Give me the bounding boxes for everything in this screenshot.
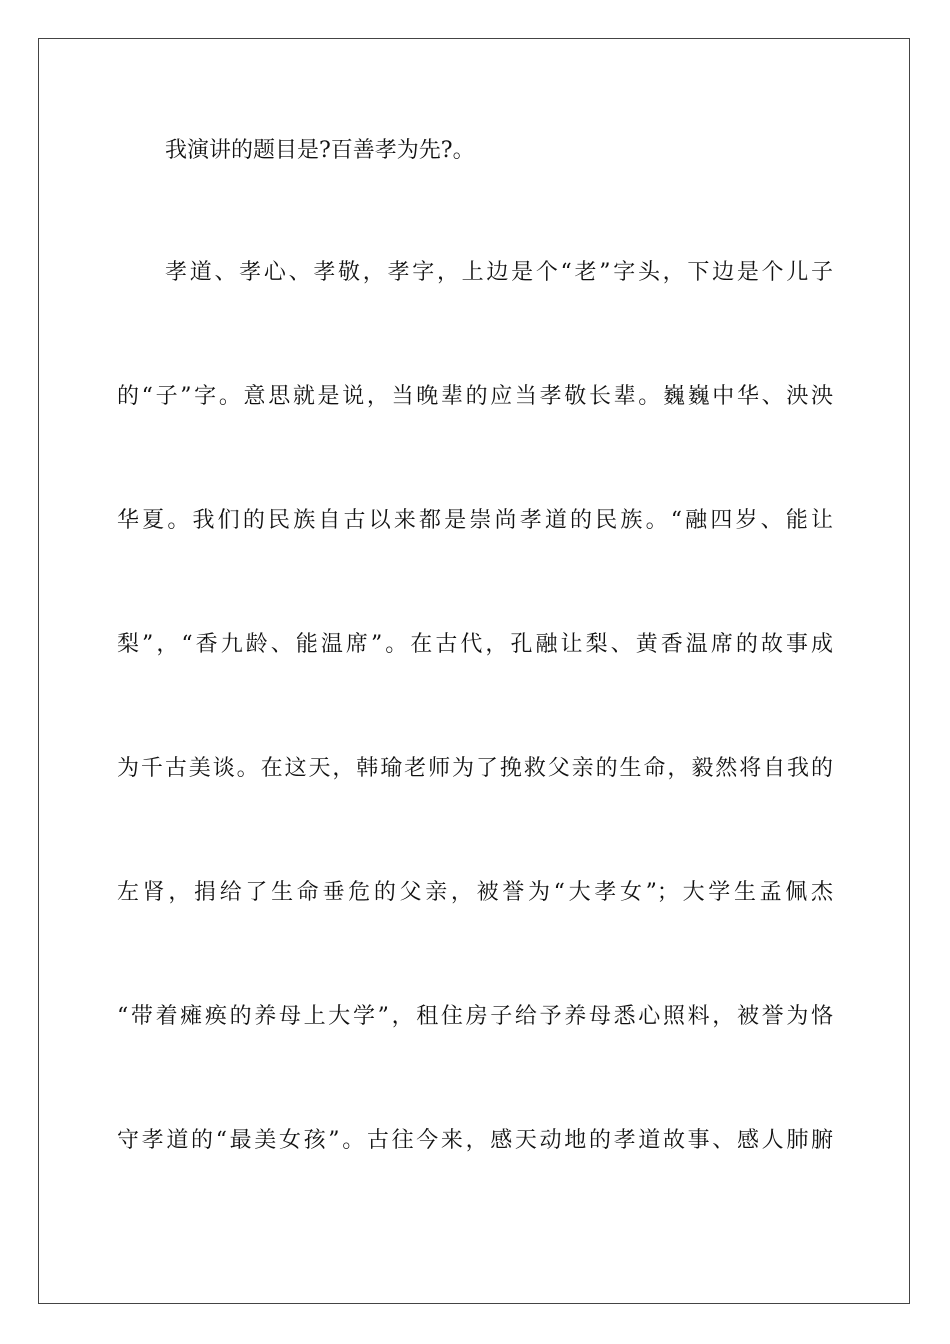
paragraph-line-6: 左肾，捐给了生命垂危的父亲，被誉为“大孝女”；大学生孟佩杰 (117, 880, 833, 905)
title-line: 我演讲的题目是?百善孝为先?。 (165, 138, 475, 163)
paragraph-line-7: “带着瘫痪的养母上大学”，租住房子给予养母悉心照料，被誉为恪 (117, 1004, 833, 1029)
paragraph-line-4: 梨”，“香九龄、能温席”。在古代，孔融让梨、黄香温席的故事成 (117, 632, 833, 657)
paragraph-line-1: 孝道、孝心、孝敬，孝字，上边是个“老”字头，下边是个儿子 (165, 260, 833, 285)
paragraph-line-5: 为千古美谈。在这天，韩瑜老师为了挽救父亲的生命，毅然将自我的 (117, 756, 833, 781)
page-frame (38, 38, 910, 1304)
paragraph-line-8: 守孝道的“最美女孩”。古往今来，感天动地的孝道故事、感人肺腑 (117, 1128, 833, 1153)
paragraph-line-3: 华夏。我们的民族自古以来都是崇尚孝道的民族。“融四岁、能让 (117, 508, 833, 533)
paragraph-line-2: 的“子”字。意思就是说，当晚辈的应当孝敬长辈。巍巍中华、泱泱 (117, 384, 833, 409)
